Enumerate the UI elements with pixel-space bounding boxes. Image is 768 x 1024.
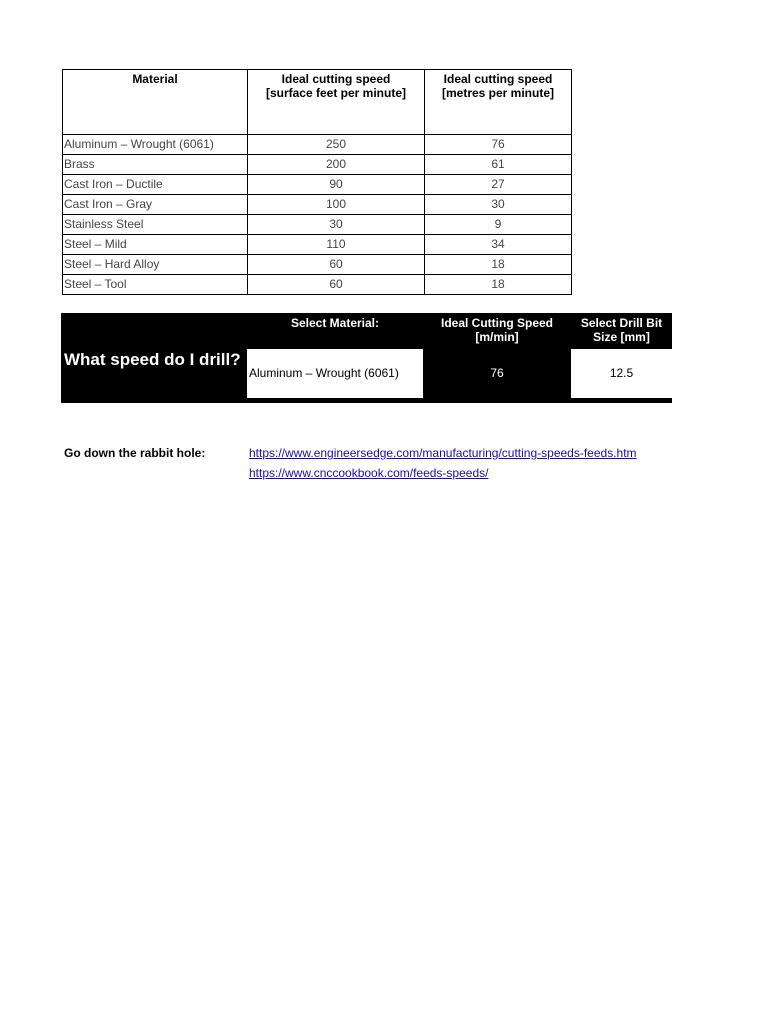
mpm-cell: 27 [425,175,572,195]
sfm-cell: 30 [248,215,425,235]
sfm-cell: 200 [248,155,425,175]
mpm-cell: 34 [425,235,572,255]
material-cell: Stainless Steel [63,215,248,235]
sfm-cell: 90 [248,175,425,195]
header-mpm [425,70,572,135]
sfm-cell: 100 [248,195,425,215]
calculator-question: What speed do I drill? [64,350,241,369]
drill-bit-size-input[interactable]: 12.5 [571,349,672,398]
material-cell: Cast Iron – Gray [63,195,248,215]
material-cell: Steel – Hard Alloy [63,255,248,275]
header-mpm-line-2: [metres per minute] [441,86,555,100]
table-row [63,155,572,175]
table-row [63,135,572,155]
sfm-cell: 60 [248,275,425,295]
engineersedge-link[interactable]: https://www.engineersedge.com/manufacturing/cutting-speeds-feeds.htm [249,446,637,460]
sfm-cell: 250 [248,135,425,155]
header-sfm [248,70,425,135]
header-sfm-line-1: Ideal cutting speed [281,72,391,86]
header-sfm-line-2: [surface feet per minute] [265,86,407,100]
sfm-cell: 110 [248,235,425,255]
table-row [63,215,572,235]
select-material-label [247,316,423,330]
table-row [63,235,572,255]
table-row [63,255,572,275]
material-cell: Cast Iron – Ductile [63,175,248,195]
material-cell: Aluminum – Wrought (6061) [63,135,248,155]
drill-bit-size-label-line-2: Size [mm] [593,330,650,344]
sfm-cell: 60 [248,255,425,275]
mpm-cell: 18 [425,275,572,295]
mpm-cell: 18 [425,255,572,275]
drill-bit-size-label [571,316,672,344]
table-row [63,275,572,295]
header-material [63,70,248,135]
cutting-speed-label [424,316,570,344]
mpm-cell: 61 [425,155,572,175]
table-row [63,195,572,215]
select-material-label-text: Select Material: [290,316,380,330]
links-label: Go down the rabbit hole: [64,446,206,460]
material-cell: Brass [63,155,248,175]
cutting-speed-label-line-2: [m/min] [475,330,519,344]
mpm-cell: 9 [425,215,572,235]
table-header-row [63,70,572,135]
cnccookbook-link[interactable]: https://www.cnccookbook.com/feeds-speeds/ [249,466,489,480]
header-mpm-line-1: Ideal cutting speed [443,72,553,86]
material-cell: Steel – Tool [63,275,248,295]
table-row [63,175,572,195]
material-cell: Steel – Mild [63,235,248,255]
cutting-speed-result: 76 [424,349,570,398]
cutting-speeds-table [62,69,572,295]
mpm-cell: 76 [425,135,572,155]
mpm-cell: 30 [425,195,572,215]
header-material-line-1: Material [132,72,178,86]
drill-speed-calculator [61,313,672,403]
drill-bit-size-label-line-1: Select Drill Bit [580,316,663,330]
material-select[interactable]: Aluminum – Wrought (6061) [247,349,423,398]
cutting-speed-label-line-1: Ideal Cutting Speed [440,316,553,330]
